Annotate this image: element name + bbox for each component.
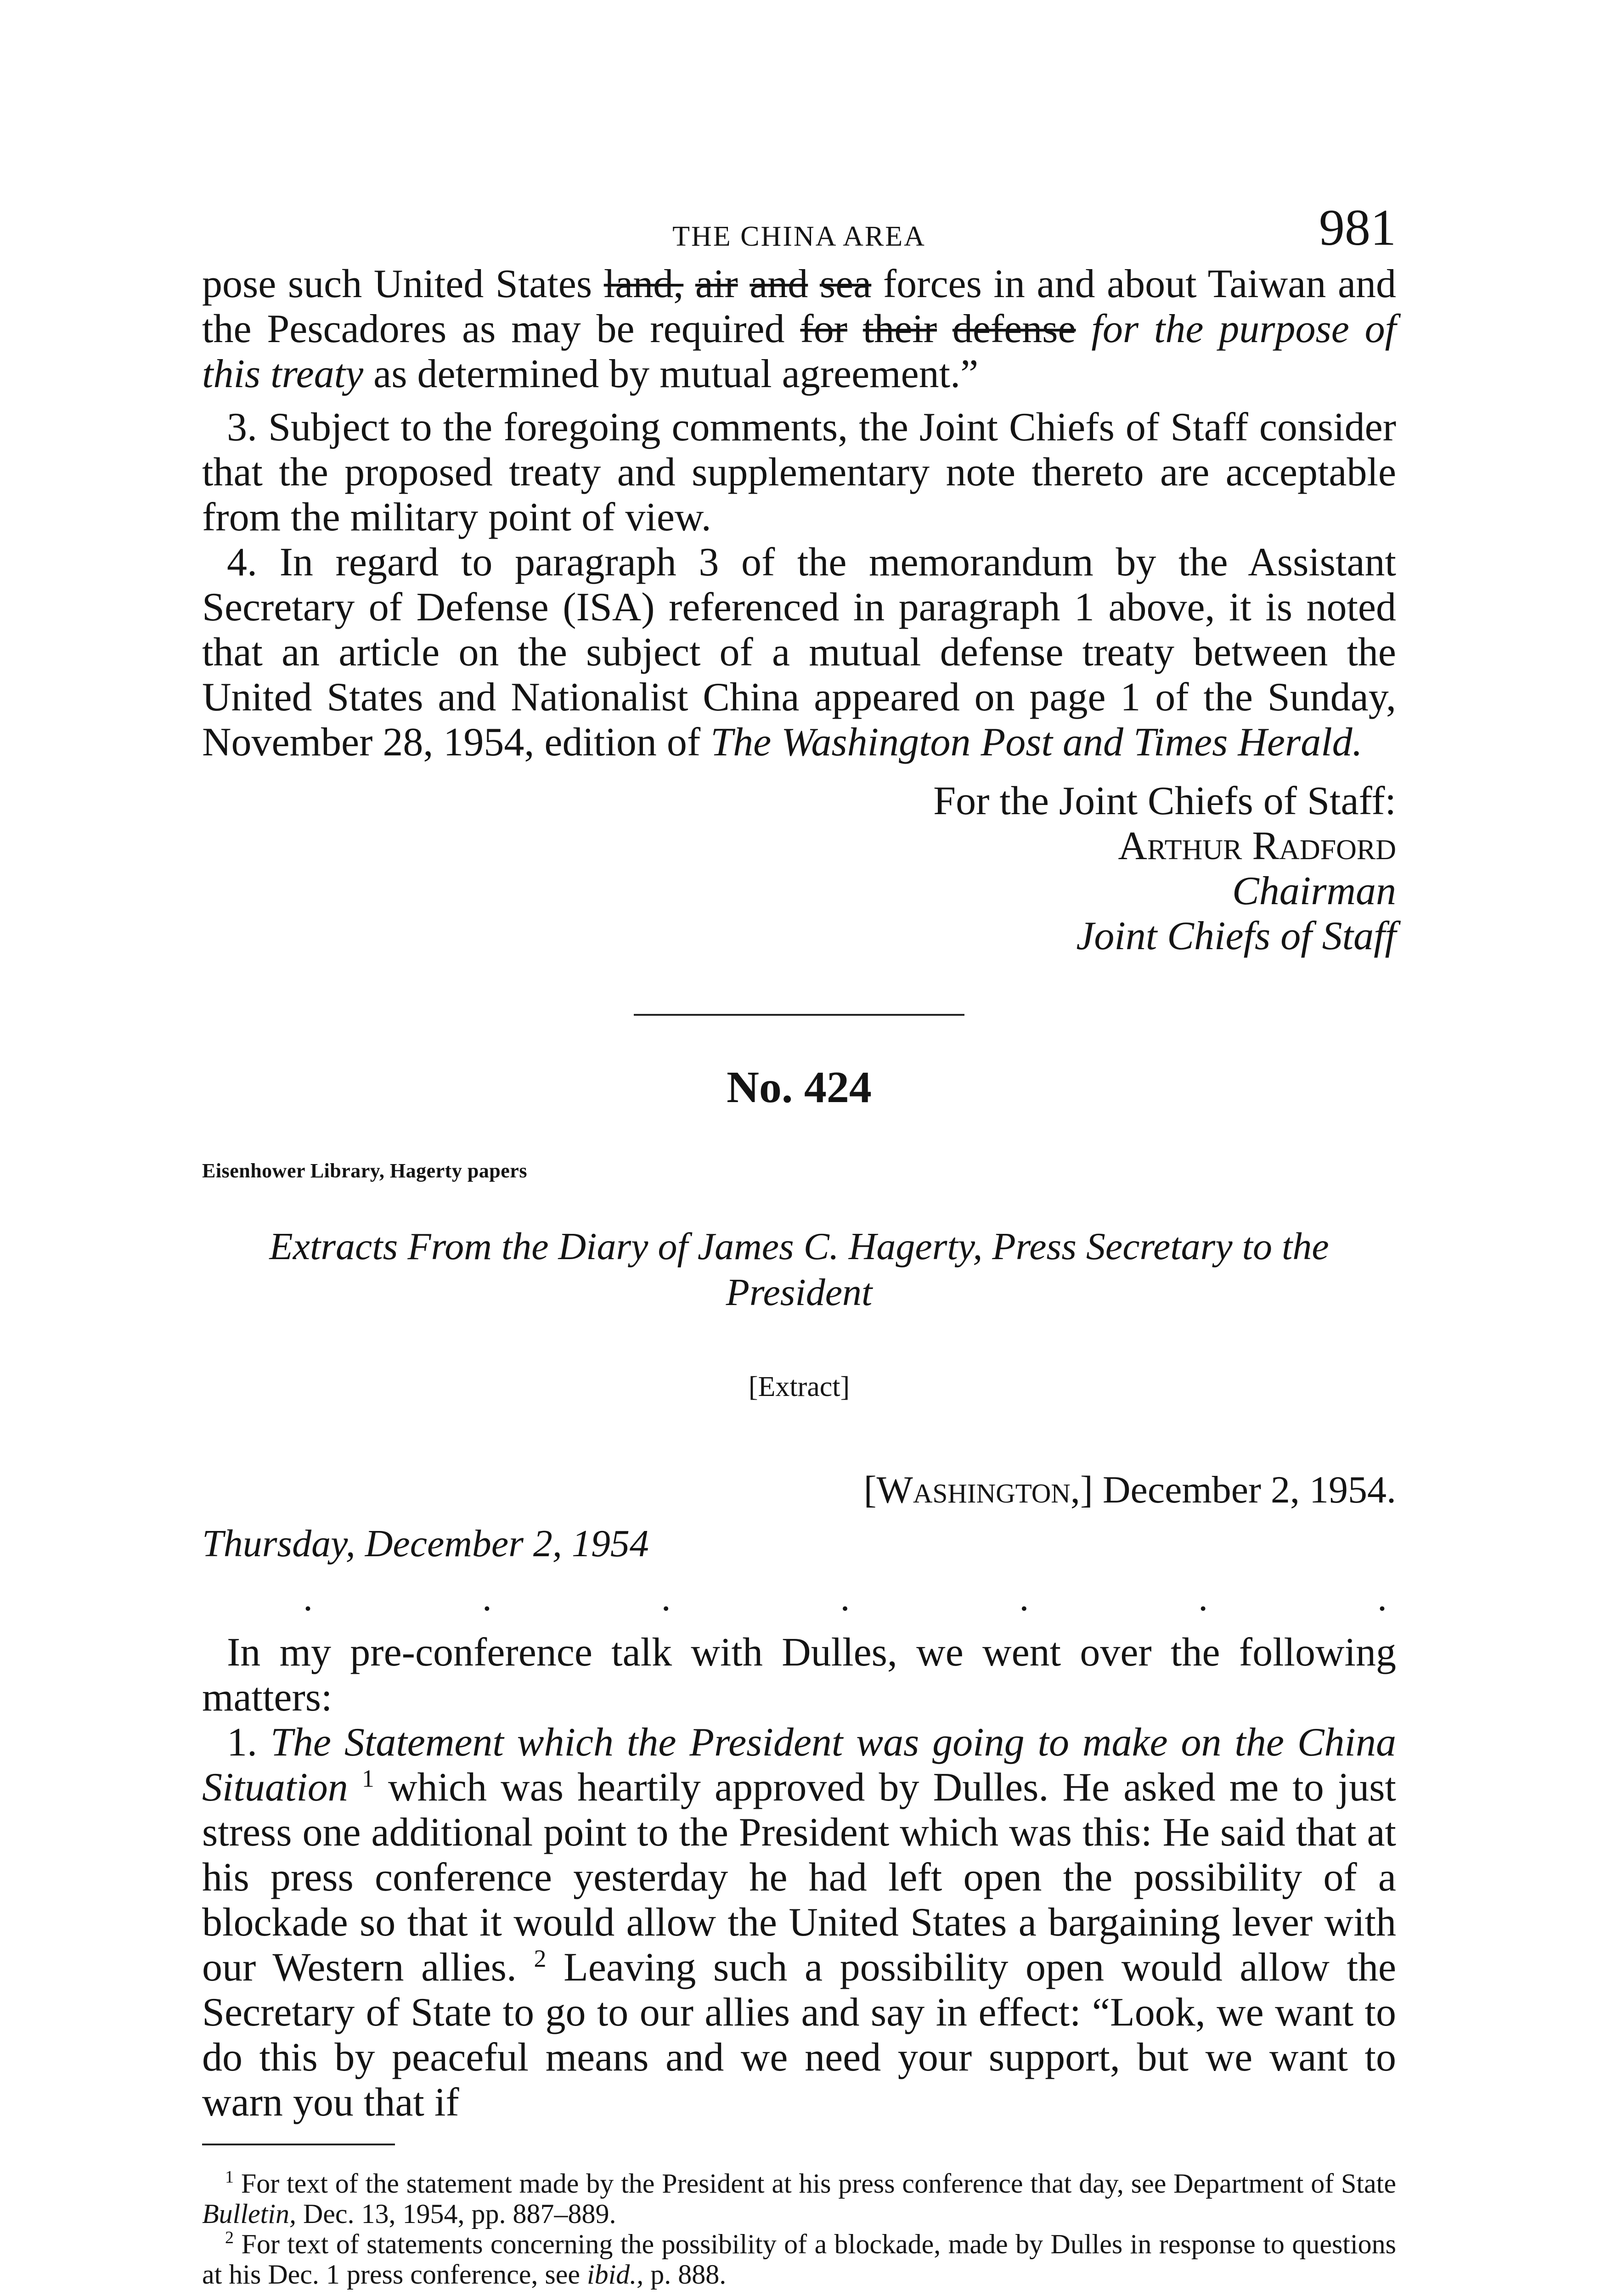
document-title: Extracts From the Diary of James C. Hagerty, Press Secretary to the President [269, 1225, 1329, 1314]
diary-date: Thursday, December 2, 1954 [202, 1522, 649, 1565]
footnote-ref[interactable]: 1 [361, 1765, 374, 1792]
paragraph-3: 3. Subject to the foregoing comments, the Joint Chiefs of Staff consider that the proposed treaty and supplementary note thereto are acceptable from the military point of view. [202, 405, 1396, 540]
footnote-marker: 2 [225, 2228, 234, 2247]
text-run: which was heartily approved by Dulles. He asked me to just stress one additional point to the President which was this: He said that at his press conference yesterday he had left open the possibility of a blockade so that it would allow the United States a bargaining lever with our Western allies. [202, 1765, 1396, 1990]
memorandum-text [202, 262, 1396, 765]
signature-title: Joint Chiefs of Staff [1076, 914, 1396, 958]
dateline [202, 1468, 1396, 1512]
text-run [937, 307, 953, 351]
page-number: 981 [1319, 199, 1396, 256]
diary-text [202, 1630, 1396, 2125]
ellipsis-dot: . [1019, 1576, 1029, 1619]
extract-mark: [Extract] [748, 1371, 850, 1402]
struck-text: land, [603, 262, 684, 306]
document-page [202, 199, 1397, 2290]
section-divider [634, 1014, 964, 1016]
text-run: Dec. 13, 1954, pp. 887–889. [296, 2199, 616, 2229]
text-run: For text of statements concerning the possibility of a blockade, made by Dulles in response to questions at his Dec. 1 press conference, see [202, 2229, 1396, 2290]
footnotes [202, 2168, 1396, 2290]
ellipsis-dot: . [840, 1576, 850, 1619]
dateline-city: Washington [876, 1469, 1071, 1511]
footnote-ref[interactable]: 2 [534, 1945, 547, 1972]
ellipsis-dot: . [482, 1576, 492, 1619]
struck-text: defense [952, 307, 1076, 351]
paragraph-4 [202, 540, 1396, 765]
running-title: THE CHINA AREA [672, 221, 926, 252]
inserted-text: for the purpose of this treaty [202, 307, 1397, 396]
footnote [202, 2168, 1396, 2229]
newspaper-title: The Washington Post and Times Herald. [710, 720, 1363, 765]
text-run: 1. [227, 1720, 271, 1765]
text-run [738, 262, 750, 306]
text-run: 4. In regard to paragraph 3 of the memorandum by the Assistant Secretary of Defense (ISA) referenced in paragraph 1 above, it is noted that an article on the subject of a mutual defense treaty between the United States and Nationalist China appeared on page 1 of the Sunday, November 28, 1954, edition of [202, 540, 1396, 765]
document-number: No. 424 [727, 1063, 872, 1112]
omission-ellipsis [202, 1576, 1396, 1619]
ellipsis-dot: . [303, 1576, 313, 1619]
footnote [202, 2229, 1396, 2290]
struck-text: for [800, 307, 847, 351]
italic-text: ibid., [586, 2259, 644, 2290]
text-run [683, 262, 695, 306]
ellipsis-dot: . [1377, 1576, 1387, 1619]
signature-line: For the Joint Chiefs of Staff: [933, 779, 1396, 823]
signature-name: Arthur Radford [1118, 824, 1396, 868]
text-run: pose such United States [202, 262, 604, 306]
signature-title: Chairman [1232, 869, 1396, 913]
text-run: ,] December 2, 1954. [1070, 1469, 1396, 1511]
italic-text: Bulletin, [202, 2199, 296, 2229]
source-note: Eisenhower Library, Hagerty papers [202, 1159, 527, 1182]
text-run: Leaving such a possibility open would allow the Secretary of State to go to our allies and say in effect: “Look, we want to do this by peaceful means and we need your support, but we want to warn you that if [202, 1945, 1397, 2125]
text-run: as determined by mutual agreement.” [363, 352, 979, 396]
diary-paragraph: In my pre-conference talk with Dulles, we went over the following matters: [202, 1630, 1396, 1720]
signature-block [202, 779, 1396, 959]
italic-text: The Statement which the President was going to make on the China Situation [202, 1720, 1397, 1810]
struck-text: air [695, 262, 738, 306]
ellipsis-dot: . [661, 1576, 671, 1619]
text-run: forces in and about Taiwan and the Pescadores as may be required [202, 262, 1396, 351]
struck-text: and [750, 262, 808, 306]
text-run: p. 888. [643, 2259, 727, 2290]
struck-text: their [862, 307, 937, 351]
continued-paragraph [202, 262, 1396, 397]
text-run: [ [863, 1469, 877, 1511]
ellipsis-dot: . [1198, 1576, 1208, 1619]
text-run [808, 262, 820, 306]
struck-text: sea [819, 262, 872, 306]
text-run [847, 307, 863, 351]
footnote-rule [202, 2144, 395, 2145]
diary-paragraph [202, 1720, 1396, 2125]
text-run: For text of the statement made by the President at his press conference that day, see Department of State [234, 2168, 1396, 2199]
footnote-marker: 1 [225, 2167, 234, 2187]
running-head [202, 199, 1396, 262]
